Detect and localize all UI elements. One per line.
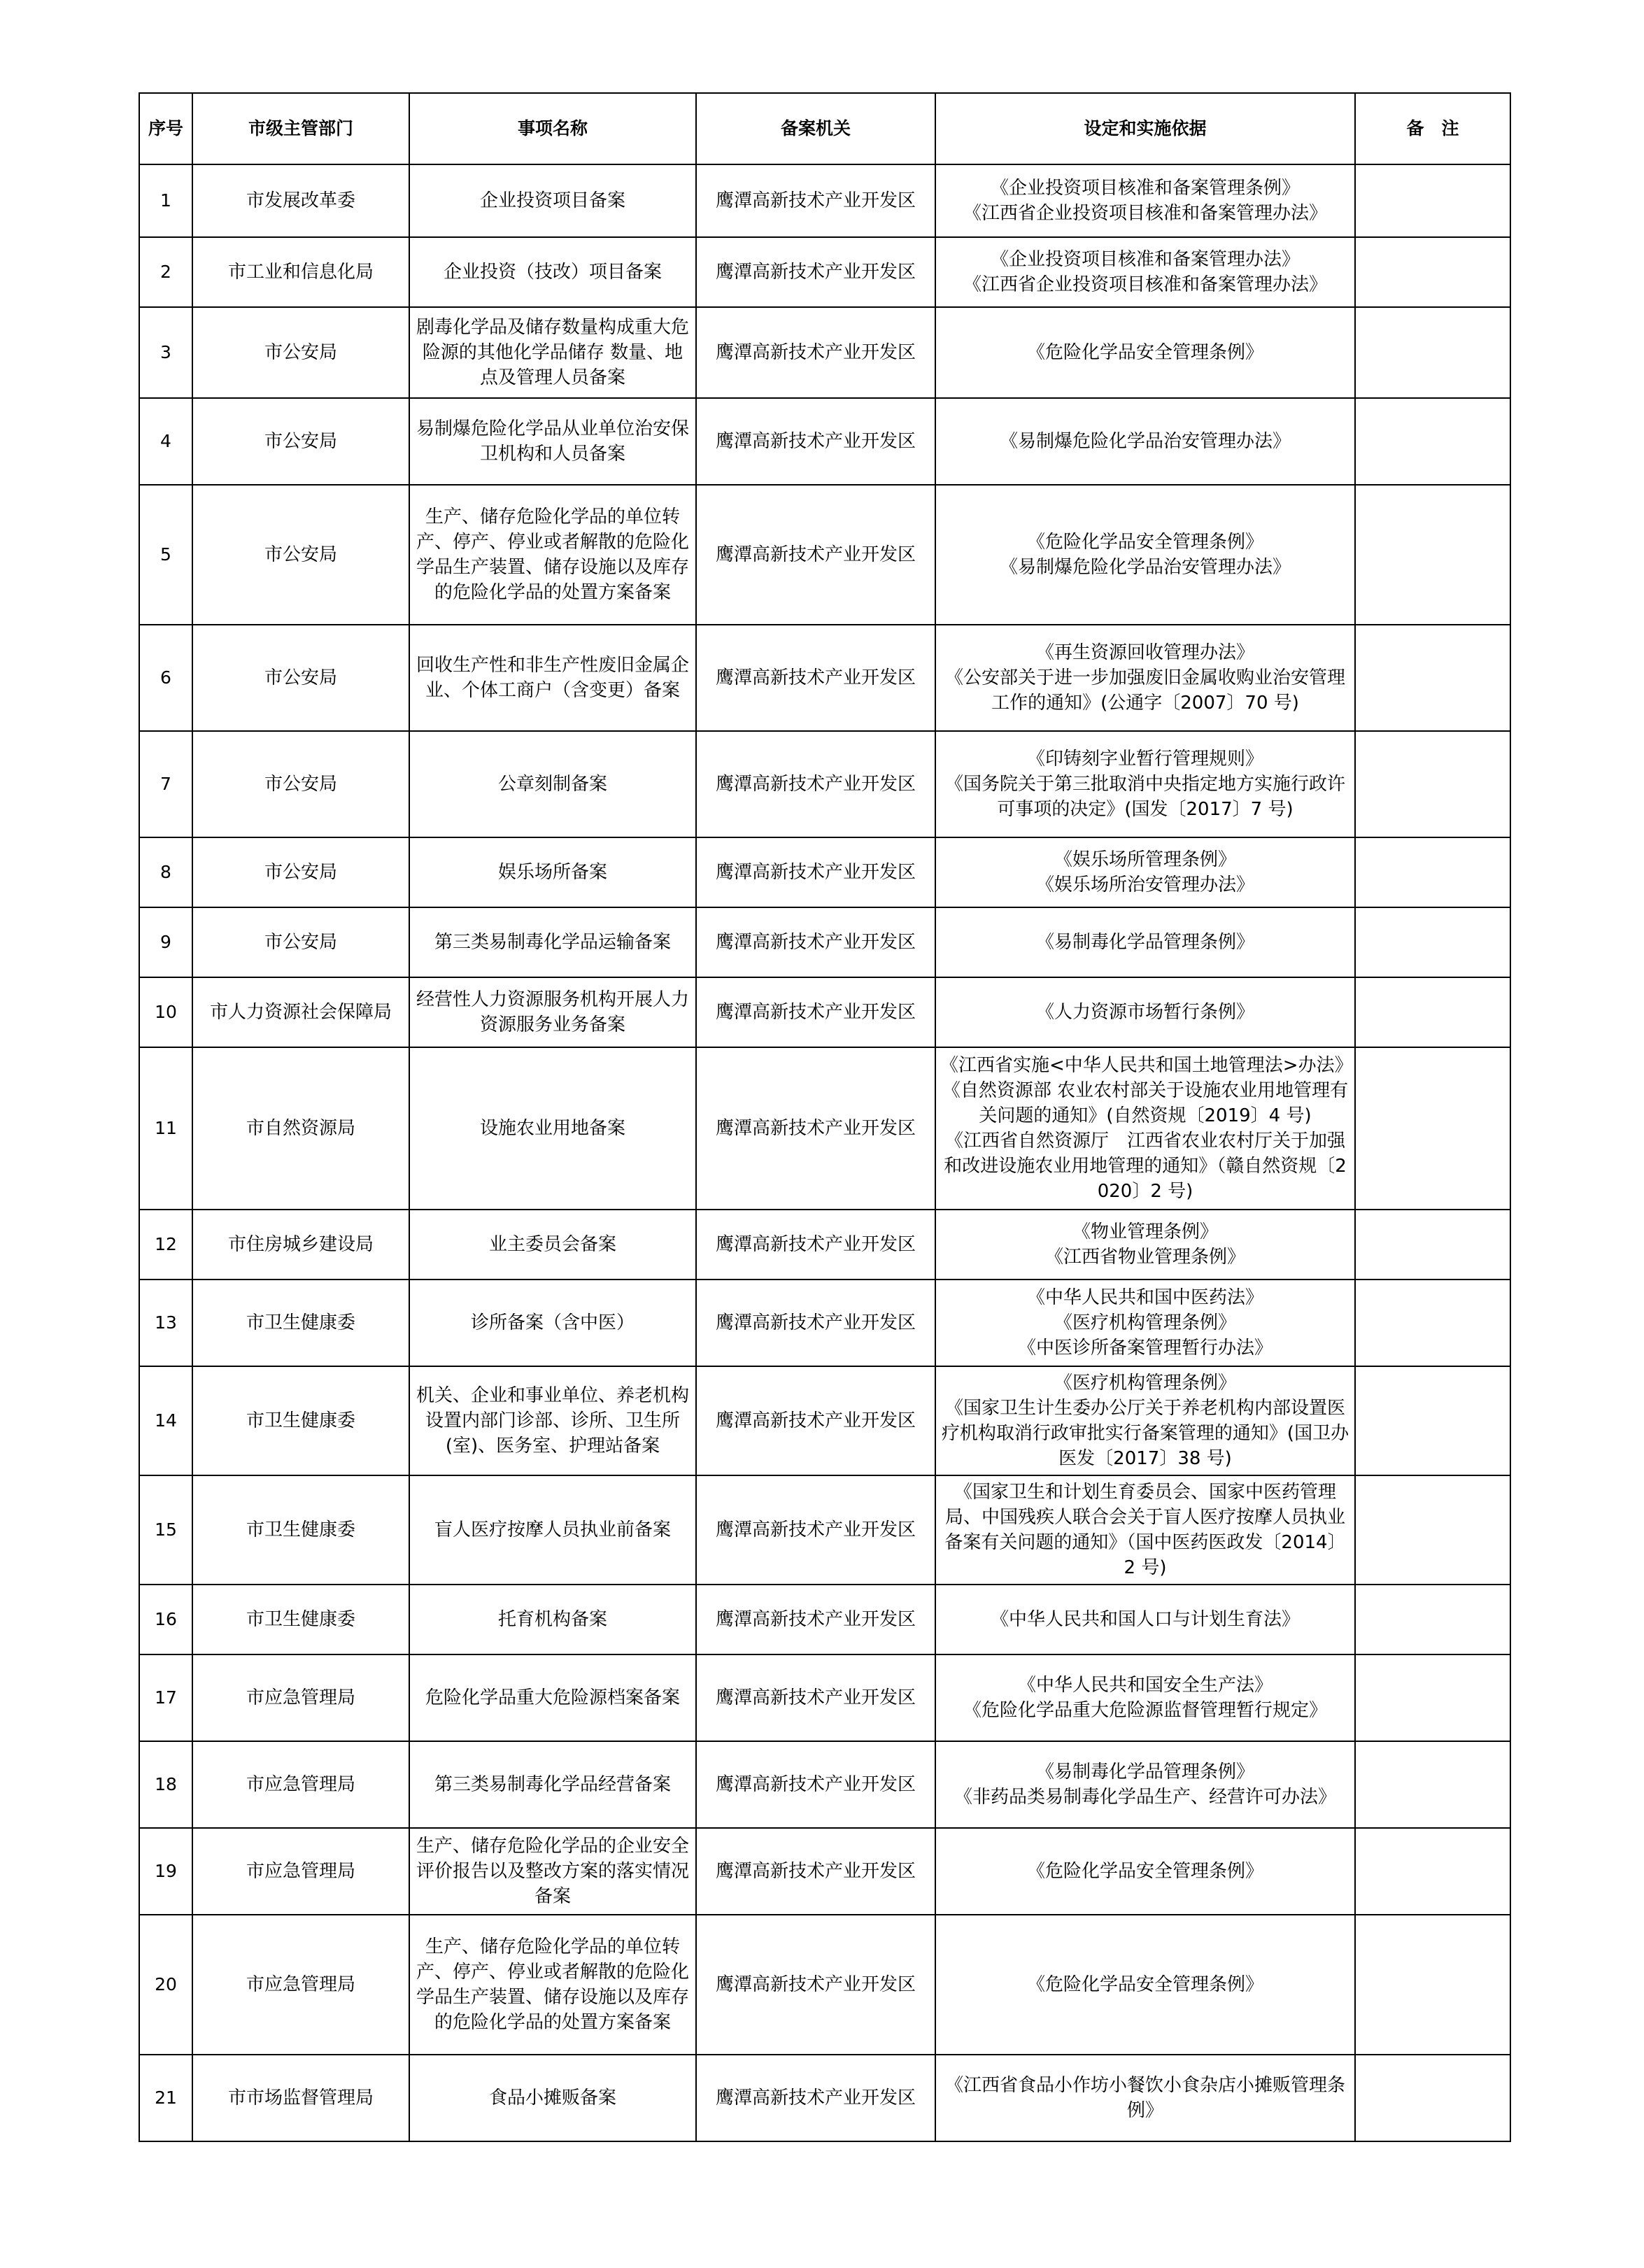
table-row [139, 1585, 1510, 1654]
row-remark [1355, 398, 1510, 485]
row-dept: 市住房城乡建设局 [192, 1210, 409, 1280]
table-row [139, 398, 1510, 485]
row-authority: 鹰潭高新技术产业开发区 [696, 1828, 935, 1915]
row-seq: 2 [139, 237, 192, 307]
header-authority: 备案机关 [696, 93, 935, 164]
basis-line: 《江西省实施<中华人民共和国土地管理法>办法》 [940, 1055, 1353, 1076]
basis-line: 《娱乐场所治安管理办法》 [1035, 874, 1254, 895]
row-seq: 13 [139, 1280, 192, 1366]
row-dept: 市发展改革委 [192, 164, 409, 237]
header-seq: 序号 [139, 93, 192, 164]
row-authority: 鹰潭高新技术产业开发区 [696, 1280, 935, 1366]
row-authority: 鹰潭高新技术产业开发区 [696, 977, 935, 1047]
row-authority: 鹰潭高新技术产业开发区 [696, 1654, 935, 1741]
row-dept: 市应急管理局 [192, 1828, 409, 1915]
row-remark [1355, 907, 1510, 977]
row-item: 回收生产性和非生产性废旧金属企业、个体工商户（含变更）备案 [409, 625, 696, 731]
row-basis [935, 1828, 1355, 1915]
row-basis [935, 1585, 1355, 1654]
row-item: 盲人医疗按摩人员执业前备案 [409, 1475, 696, 1585]
row-seq: 5 [139, 485, 192, 625]
row-remark [1355, 1654, 1510, 1741]
row-item: 危险化学品重大危险源档案备案 [409, 1654, 696, 1741]
row-dept: 市公安局 [192, 837, 409, 907]
row-remark [1355, 837, 1510, 907]
row-authority: 鹰潭高新技术产业开发区 [696, 907, 935, 977]
table-row [139, 731, 1510, 837]
basis-line: 《医疗机构管理条例》 [1054, 1312, 1236, 1333]
row-seq: 11 [139, 1047, 192, 1210]
row-remark [1355, 1741, 1510, 1828]
row-authority: 鹰潭高新技术产业开发区 [696, 1585, 935, 1654]
row-basis [935, 1915, 1355, 2055]
basis-line: 《江西省企业投资项目核准和备案管理办法》 [963, 203, 1327, 224]
row-item: 诊所备案（含中医） [409, 1280, 696, 1366]
row-dept: 市公安局 [192, 907, 409, 977]
row-seq: 10 [139, 977, 192, 1047]
basis-line: 《中华人民共和国人口与计划生育法》 [990, 1609, 1300, 1630]
basis-line: 《危险化学品安全管理条例》 [1026, 532, 1263, 553]
basis-line: 《江西省企业投资项目核准和备案管理办法》 [963, 274, 1327, 295]
row-authority: 鹰潭高新技术产业开发区 [696, 164, 935, 237]
header-remark: 备 注 [1355, 93, 1510, 164]
row-authority: 鹰潭高新技术产业开发区 [696, 1915, 935, 2055]
table-row [139, 2055, 1510, 2141]
row-basis [935, 907, 1355, 977]
table-row [139, 837, 1510, 907]
row-authority: 鹰潭高新技术产业开发区 [696, 1366, 935, 1475]
table-row [139, 307, 1510, 398]
table-row [139, 1366, 1510, 1475]
row-dept: 市公安局 [192, 625, 409, 731]
row-dept: 市应急管理局 [192, 1741, 409, 1828]
row-basis [935, 1280, 1355, 1366]
row-basis [935, 977, 1355, 1047]
basis-line: 《危险化学品安全管理条例》 [1026, 1974, 1263, 1995]
row-authority: 鹰潭高新技术产业开发区 [696, 307, 935, 398]
row-dept: 市人力资源社会保障局 [192, 977, 409, 1047]
row-item: 机关、企业和事业单位、养老机构设置内部门诊部、诊所、卫生所(室)、医务室、护理站备案 [409, 1366, 696, 1475]
row-basis [935, 485, 1355, 625]
row-authority: 鹰潭高新技术产业开发区 [696, 1475, 935, 1585]
row-dept: 市卫生健康委 [192, 1585, 409, 1654]
row-seq: 6 [139, 625, 192, 731]
table-row [139, 1475, 1510, 1585]
table-row [139, 1210, 1510, 1280]
row-seq: 14 [139, 1366, 192, 1475]
basis-line: 《公安部关于进一步加强废旧金属收购业治安管理工作的通知》(公通字〔2007〕70 号) [944, 667, 1345, 714]
header-item: 事项名称 [409, 93, 696, 164]
basis-line: 《医疗机构管理条例》 [1054, 1373, 1236, 1394]
row-authority: 鹰潭高新技术产业开发区 [696, 485, 935, 625]
row-remark [1355, 1828, 1510, 1915]
row-dept: 市公安局 [192, 398, 409, 485]
row-remark [1355, 1366, 1510, 1475]
row-basis [935, 164, 1355, 237]
table-row [139, 907, 1510, 977]
row-remark [1355, 1475, 1510, 1585]
basis-line: 《江西省食品小作坊小餐饮小食杂店小摊贩管理条例》 [944, 2075, 1345, 2121]
row-item: 设施农业用地备案 [409, 1047, 696, 1210]
row-authority: 鹰潭高新技术产业开发区 [696, 2055, 935, 2141]
row-basis [935, 625, 1355, 731]
basis-line: 《国家卫生和计划生育委员会、国家中医药管理局、中国残疾人联合会关于盲人医疗按摩人员执业备案有关问题的通知》（国中医药医政发〔2014〕2 号) [944, 1482, 1346, 1578]
row-dept: 市市场监督管理局 [192, 2055, 409, 2141]
row-basis [935, 1366, 1355, 1475]
row-seq: 4 [139, 398, 192, 485]
row-basis [935, 2055, 1355, 2141]
row-remark [1355, 731, 1510, 837]
row-remark [1355, 485, 1510, 625]
basis-line: 《中华人民共和国中医药法》 [1026, 1287, 1263, 1308]
table-body [139, 164, 1510, 2141]
basis-line: 《易制毒化学品管理条例》 [1035, 932, 1254, 953]
row-remark [1355, 1915, 1510, 2055]
basis-line: 《易制爆危险化学品治安管理办法》 [999, 557, 1291, 578]
row-seq: 3 [139, 307, 192, 398]
row-basis [935, 1210, 1355, 1280]
row-seq: 20 [139, 1915, 192, 2055]
row-remark [1355, 2055, 1510, 2141]
row-dept: 市卫生健康委 [192, 1280, 409, 1366]
row-basis [935, 1741, 1355, 1828]
row-dept: 市卫生健康委 [192, 1475, 409, 1585]
table-row [139, 625, 1510, 731]
row-basis [935, 1047, 1355, 1210]
row-dept: 市公安局 [192, 307, 409, 398]
table-row [139, 485, 1510, 625]
row-item: 易制爆危险化学品从业单位治安保卫机构和人员备案 [409, 398, 696, 485]
row-authority: 鹰潭高新技术产业开发区 [696, 625, 935, 731]
row-dept: 市应急管理局 [192, 1915, 409, 2055]
basis-line: 《易制毒化学品管理条例》 [1035, 1762, 1254, 1782]
row-basis [935, 1654, 1355, 1741]
row-item: 第三类易制毒化学品经营备案 [409, 1741, 696, 1828]
row-item: 生产、储存危险化学品的单位转产、停产、停业或者解散的危险化学品生产装置、储存设施以及库存的危险化学品的处置方案备案 [409, 485, 696, 625]
row-item: 生产、储存危险化学品的企业安全评价报告以及整改方案的落实情况备案 [409, 1828, 696, 1915]
basis-line: 《国务院关于第三批取消中央指定地方实施行政许可事项的决定》(国发〔2017〕7 号) [944, 774, 1345, 820]
row-authority: 鹰潭高新技术产业开发区 [696, 731, 935, 837]
table-row [139, 1741, 1510, 1828]
row-remark [1355, 307, 1510, 398]
basis-line: 《人力资源市场暂行条例》 [1035, 1002, 1254, 1023]
row-basis [935, 1475, 1355, 1585]
row-seq: 9 [139, 907, 192, 977]
table-row [139, 1915, 1510, 2055]
row-seq: 19 [139, 1828, 192, 1915]
table-row [139, 977, 1510, 1047]
basis-line: 《江西省物业管理条例》 [1044, 1247, 1245, 1268]
basis-line: 《江西省自然资源厅 江西省农业农村厅关于加强和改进设施农业用地管理的通知》（赣自然资规〔2020〕2 号) [944, 1131, 1347, 1202]
basis-line: 《危险化学品安全管理条例》 [1026, 1861, 1263, 1882]
basis-line: 《危险化学品重大危险源监督管理暂行规定》 [963, 1700, 1327, 1721]
row-dept: 市自然资源局 [192, 1047, 409, 1210]
row-remark [1355, 164, 1510, 237]
row-item: 托育机构备案 [409, 1585, 696, 1654]
row-dept: 市应急管理局 [192, 1654, 409, 1741]
row-item: 食品小摊贩备案 [409, 2055, 696, 2141]
row-item: 企业投资项目备案 [409, 164, 696, 237]
row-item: 剧毒化学品及储存数量构成重大危险源的其他化学品储存 数量、地点及管理人员备案 [409, 307, 696, 398]
row-seq: 12 [139, 1210, 192, 1280]
basis-line: 《企业投资项目核准和备案管理条例》 [990, 178, 1300, 199]
row-item: 第三类易制毒化学品运输备案 [409, 907, 696, 977]
row-remark [1355, 977, 1510, 1047]
header-basis: 设定和实施依据 [935, 93, 1355, 164]
table-row [139, 1047, 1510, 1210]
row-seq: 1 [139, 164, 192, 237]
row-seq: 17 [139, 1654, 192, 1741]
row-dept: 市卫生健康委 [192, 1366, 409, 1475]
table-row [139, 164, 1510, 237]
row-item: 业主委员会备案 [409, 1210, 696, 1280]
row-seq: 15 [139, 1475, 192, 1585]
row-item: 生产、储存危险化学品的单位转产、停产、停业或者解散的危险化学品生产装置、储存设施以及库存的危险化学品的处置方案备案 [409, 1915, 696, 2055]
filing-items-table [139, 92, 1511, 2142]
row-remark [1355, 1280, 1510, 1366]
basis-line: 《国家卫生计生委办公厅关于养老机构内部设置医疗机构取消行政审批实行备案管理的通知》(国卫办医发〔2017〕38 号) [941, 1398, 1349, 1469]
row-remark [1355, 237, 1510, 307]
row-authority: 鹰潭高新技术产业开发区 [696, 1047, 935, 1210]
table-row [139, 237, 1510, 307]
row-basis [935, 837, 1355, 907]
row-dept: 市工业和信息化局 [192, 237, 409, 307]
row-remark [1355, 1210, 1510, 1280]
row-seq: 8 [139, 837, 192, 907]
table-row [139, 1828, 1510, 1915]
basis-line: 《再生资源回收管理办法》 [1035, 642, 1254, 663]
row-item: 企业投资（技改）项目备案 [409, 237, 696, 307]
basis-line: 《中华人民共和国安全生产法》 [1017, 1675, 1273, 1696]
row-authority: 鹰潭高新技术产业开发区 [696, 1210, 935, 1280]
basis-line: 《危险化学品安全管理条例》 [1026, 342, 1263, 363]
basis-line: 《物业管理条例》 [1072, 1221, 1218, 1242]
row-dept: 市公安局 [192, 485, 409, 625]
table-row [139, 1654, 1510, 1741]
row-item: 经营性人力资源服务机构开展人力资源服务业务备案 [409, 977, 696, 1047]
row-basis [935, 307, 1355, 398]
basis-line: 《中医诊所备案管理暂行办法》 [1017, 1338, 1273, 1359]
row-authority: 鹰潭高新技术产业开发区 [696, 398, 935, 485]
row-basis [935, 398, 1355, 485]
row-basis [935, 731, 1355, 837]
basis-line: 《自然资源部 农业农村部关于设施农业用地管理有关问题的通知》(自然资规〔2019〕4 号) [942, 1080, 1349, 1126]
row-remark [1355, 1047, 1510, 1210]
row-authority: 鹰潭高新技术产业开发区 [696, 1741, 935, 1828]
basis-line: 《印铸刻字业暂行管理规则》 [1026, 749, 1263, 770]
row-item: 娱乐场所备案 [409, 837, 696, 907]
row-authority: 鹰潭高新技术产业开发区 [696, 237, 935, 307]
row-item: 公章刻制备案 [409, 731, 696, 837]
row-remark [1355, 1585, 1510, 1654]
basis-line: 《娱乐场所管理条例》 [1054, 849, 1236, 870]
row-authority: 鹰潭高新技术产业开发区 [696, 837, 935, 907]
row-seq: 7 [139, 731, 192, 837]
row-seq: 18 [139, 1741, 192, 1828]
row-basis [935, 237, 1355, 307]
table-row [139, 1280, 1510, 1366]
header-dept: 市级主管部门 [192, 93, 409, 164]
basis-line: 《企业投资项目核准和备案管理办法》 [990, 249, 1300, 270]
row-seq: 16 [139, 1585, 192, 1654]
basis-line: 《易制爆危险化学品治安管理办法》 [999, 431, 1291, 452]
row-seq: 21 [139, 2055, 192, 2141]
basis-line: 《非药品类易制毒化学品生产、经营许可办法》 [954, 1787, 1336, 1808]
table-header-row [139, 93, 1510, 164]
row-remark [1355, 625, 1510, 731]
row-dept: 市公安局 [192, 731, 409, 837]
